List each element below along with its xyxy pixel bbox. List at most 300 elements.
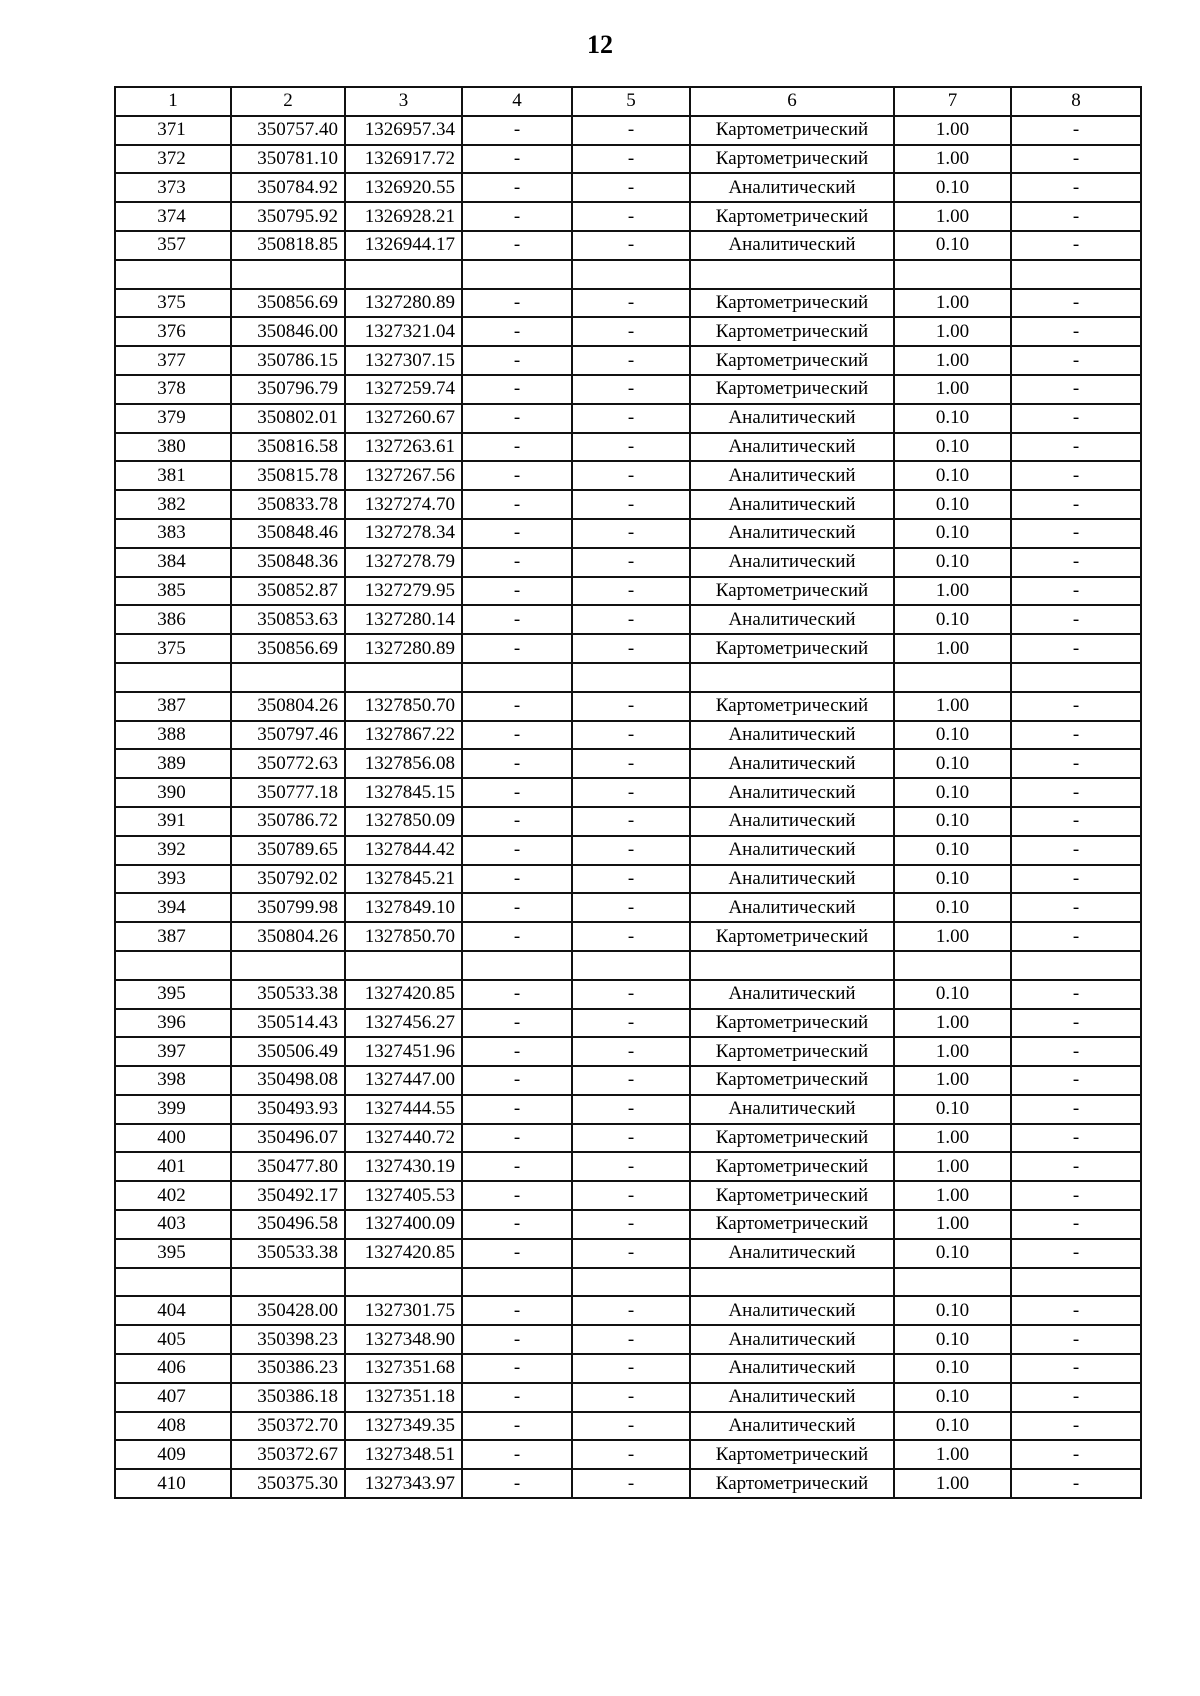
table-cell: 1327349.35 <box>345 1412 462 1441</box>
table-cell: 350506.49 <box>231 1037 345 1066</box>
table-cell: 1.00 <box>894 145 1011 174</box>
table-cell: 1327405.53 <box>345 1181 462 1210</box>
table-row <box>115 548 1141 577</box>
table-cell: Аналитический <box>690 778 894 807</box>
table-cell <box>345 951 462 980</box>
table-cell: 1327348.90 <box>345 1325 462 1354</box>
table-cell: 350833.78 <box>231 490 345 519</box>
table-row <box>115 346 1141 375</box>
table-cell: - <box>462 145 572 174</box>
table-cell: - <box>1011 317 1141 346</box>
table-cell: - <box>572 1412 690 1441</box>
table-cell: - <box>462 778 572 807</box>
table-cell: 1327278.34 <box>345 519 462 548</box>
table-cell <box>690 1268 894 1297</box>
table-cell: 0.10 <box>894 548 1011 577</box>
table-cell: - <box>462 1210 572 1239</box>
table-cell: 0.10 <box>894 173 1011 202</box>
table-cell: 375 <box>115 289 231 318</box>
table-cell <box>345 260 462 289</box>
table-cell: 350796.79 <box>231 375 345 404</box>
table-cell: - <box>572 721 690 750</box>
table-cell: 350799.98 <box>231 893 345 922</box>
table-row <box>115 404 1141 433</box>
table-cell: - <box>1011 807 1141 836</box>
table-cell: 373 <box>115 173 231 202</box>
table-cell: 1.00 <box>894 1009 1011 1038</box>
table-row <box>115 1009 1141 1038</box>
table-cell: 1.00 <box>894 922 1011 951</box>
table-row <box>115 1152 1141 1181</box>
table-cell: Картометрический <box>690 116 894 145</box>
table-row <box>115 1325 1141 1354</box>
table-cell: 350789.65 <box>231 836 345 865</box>
table-cell: 0.10 <box>894 1325 1011 1354</box>
table-cell: 408 <box>115 1412 231 1441</box>
table-cell: 350493.93 <box>231 1095 345 1124</box>
table-cell: - <box>462 346 572 375</box>
table-cell: 350848.36 <box>231 548 345 577</box>
table-cell: - <box>572 1325 690 1354</box>
table-cell: Аналитический <box>690 548 894 577</box>
table-cell: - <box>572 404 690 433</box>
table-cell: - <box>572 519 690 548</box>
table-cell: Картометрический <box>690 577 894 606</box>
table-cell: 384 <box>115 548 231 577</box>
table-cell: 1327850.70 <box>345 692 462 721</box>
table-cell: - <box>462 605 572 634</box>
table-cell: 357 <box>115 231 231 260</box>
table-cell: 1327321.04 <box>345 317 462 346</box>
table-cell: 1327400.09 <box>345 1210 462 1239</box>
table-cell <box>115 260 231 289</box>
table-cell: - <box>1011 605 1141 634</box>
table-cell: 350846.00 <box>231 317 345 346</box>
table-row <box>115 1383 1141 1412</box>
table-cell: 350853.63 <box>231 605 345 634</box>
table-cell: 350386.23 <box>231 1354 345 1383</box>
table-cell: Картометрический <box>690 1210 894 1239</box>
table-cell: Картометрический <box>690 1440 894 1469</box>
table-cell: Картометрический <box>690 202 894 231</box>
table-cell <box>572 951 690 980</box>
table-cell <box>462 951 572 980</box>
table-cell: 1327267.56 <box>345 461 462 490</box>
table-cell <box>894 1268 1011 1297</box>
table-cell: - <box>462 116 572 145</box>
table-cell: Аналитический <box>690 893 894 922</box>
table-cell: - <box>1011 202 1141 231</box>
table-cell: Картометрический <box>690 1009 894 1038</box>
table-cell: - <box>1011 634 1141 663</box>
table-cell: - <box>572 1124 690 1153</box>
table-row <box>115 433 1141 462</box>
table-cell: - <box>462 317 572 346</box>
table-row <box>115 1239 1141 1268</box>
table-cell: Аналитический <box>690 173 894 202</box>
table-row <box>115 1210 1141 1239</box>
table-cell: 350856.69 <box>231 289 345 318</box>
table-row <box>115 922 1141 951</box>
table-cell: Аналитический <box>690 1095 894 1124</box>
table-cell: 1327301.75 <box>345 1296 462 1325</box>
table-cell: - <box>572 807 690 836</box>
table-cell: 0.10 <box>894 404 1011 433</box>
table-cell: 350492.17 <box>231 1181 345 1210</box>
table-cell: 398 <box>115 1066 231 1095</box>
table-cell: - <box>462 1181 572 1210</box>
table-cell: 0.10 <box>894 1296 1011 1325</box>
table-cell: 350477.80 <box>231 1152 345 1181</box>
table-cell: - <box>1011 1325 1141 1354</box>
table-cell: 350815.78 <box>231 461 345 490</box>
table-cell: 395 <box>115 1239 231 1268</box>
table-cell: - <box>572 749 690 778</box>
table-row <box>115 721 1141 750</box>
table-cell: 0.10 <box>894 490 1011 519</box>
table-row <box>115 692 1141 721</box>
table-cell: 404 <box>115 1296 231 1325</box>
table-cell: Аналитический <box>690 461 894 490</box>
table-row <box>115 1296 1141 1325</box>
table-cell: - <box>462 692 572 721</box>
table-cell: - <box>1011 173 1141 202</box>
table-cell <box>345 1268 462 1297</box>
table-cell: 1327260.67 <box>345 404 462 433</box>
table-cell: 406 <box>115 1354 231 1383</box>
table-cell: - <box>462 1239 572 1268</box>
table-cell: - <box>572 1037 690 1066</box>
table-cell <box>115 951 231 980</box>
table-cell: - <box>572 317 690 346</box>
table-cell: 410 <box>115 1469 231 1498</box>
table-cell: 350372.67 <box>231 1440 345 1469</box>
table-cell: 1327280.14 <box>345 605 462 634</box>
table-cell: 400 <box>115 1124 231 1153</box>
table-row <box>115 577 1141 606</box>
table-cell: 350398.23 <box>231 1325 345 1354</box>
table-cell: Аналитический <box>690 749 894 778</box>
table-cell: 388 <box>115 721 231 750</box>
table-cell: - <box>462 980 572 1009</box>
table-cell: 1327850.70 <box>345 922 462 951</box>
table-row <box>115 1181 1141 1210</box>
table-cell: - <box>572 1152 690 1181</box>
table-cell: 350816.58 <box>231 433 345 462</box>
column-header-7: 7 <box>894 87 1011 116</box>
table-header <box>115 87 1141 116</box>
table-cell: 350781.10 <box>231 145 345 174</box>
table-cell: - <box>1011 1066 1141 1095</box>
table-cell: - <box>462 865 572 894</box>
table-cell: - <box>572 1210 690 1239</box>
table-cell: 1327351.18 <box>345 1383 462 1412</box>
header-row <box>115 87 1141 116</box>
table-cell: - <box>1011 1412 1141 1441</box>
table-cell: - <box>1011 836 1141 865</box>
table-cell: 1327307.15 <box>345 346 462 375</box>
table-cell: - <box>462 173 572 202</box>
table-cell: Аналитический <box>690 433 894 462</box>
table-cell: 1.00 <box>894 1181 1011 1210</box>
table-cell: 0.10 <box>894 1383 1011 1412</box>
table-cell: Аналитический <box>690 490 894 519</box>
table-cell: Картометрический <box>690 1152 894 1181</box>
table-cell <box>690 260 894 289</box>
table-cell: 1327279.95 <box>345 577 462 606</box>
table-cell <box>231 1268 345 1297</box>
column-header-2: 2 <box>231 87 345 116</box>
table-row <box>115 1124 1141 1153</box>
table-cell: Аналитический <box>690 1354 894 1383</box>
table-row <box>115 116 1141 145</box>
table-cell: 387 <box>115 692 231 721</box>
table-cell: 1327280.89 <box>345 289 462 318</box>
table-cell: - <box>462 1037 572 1066</box>
table-cell: 1327856.08 <box>345 749 462 778</box>
table-cell: 1327850.09 <box>345 807 462 836</box>
table-cell: 1.00 <box>894 1440 1011 1469</box>
table-cell: - <box>1011 375 1141 404</box>
table-row <box>115 231 1141 260</box>
table-cell: - <box>1011 116 1141 145</box>
table-cell: 350786.72 <box>231 807 345 836</box>
table-cell: 1327430.19 <box>345 1152 462 1181</box>
table-cell: - <box>1011 1239 1141 1268</box>
table-cell <box>345 663 462 692</box>
table-cell: Аналитический <box>690 1383 894 1412</box>
table-cell: - <box>1011 461 1141 490</box>
table-row <box>115 1469 1141 1498</box>
table-cell: - <box>572 375 690 404</box>
table-cell: - <box>572 836 690 865</box>
table-cell: - <box>572 490 690 519</box>
table-cell: 350372.70 <box>231 1412 345 1441</box>
table-cell: - <box>462 807 572 836</box>
table-cell: - <box>572 865 690 894</box>
table-cell: 0.10 <box>894 461 1011 490</box>
table-cell: 1.00 <box>894 634 1011 663</box>
table-cell: 1327274.70 <box>345 490 462 519</box>
table-cell: 389 <box>115 749 231 778</box>
table-cell: - <box>1011 1037 1141 1066</box>
table-cell <box>1011 951 1141 980</box>
table-cell: 350804.26 <box>231 692 345 721</box>
table-cell: Аналитический <box>690 807 894 836</box>
table-row <box>115 893 1141 922</box>
table-row <box>115 749 1141 778</box>
table-cell: 387 <box>115 922 231 951</box>
table-cell: - <box>1011 1354 1141 1383</box>
coordinates-table <box>114 86 1142 1499</box>
table-cell: 350802.01 <box>231 404 345 433</box>
table-cell: Аналитический <box>690 865 894 894</box>
table-cell: - <box>462 1412 572 1441</box>
table-cell: 1327280.89 <box>345 634 462 663</box>
table-cell: - <box>1011 1469 1141 1498</box>
table-cell: Картометрический <box>690 1469 894 1498</box>
table-cell: - <box>572 116 690 145</box>
table-cell: 0.10 <box>894 231 1011 260</box>
table-cell <box>572 663 690 692</box>
table-cell: - <box>1011 433 1141 462</box>
table-cell: Аналитический <box>690 404 894 433</box>
table-cell: 403 <box>115 1210 231 1239</box>
table-cell: 1327420.85 <box>345 980 462 1009</box>
table-row <box>115 1095 1141 1124</box>
table-cell: 0.10 <box>894 721 1011 750</box>
table-cell: 350496.58 <box>231 1210 345 1239</box>
table-cell: Картометрический <box>690 1124 894 1153</box>
table-cell: Картометрический <box>690 375 894 404</box>
table-cell: - <box>462 461 572 490</box>
table-cell: - <box>462 577 572 606</box>
table-cell <box>115 1268 231 1297</box>
table-cell: - <box>572 692 690 721</box>
table-cell: 350777.18 <box>231 778 345 807</box>
table-cell: - <box>1011 1383 1141 1412</box>
table-cell: - <box>462 1354 572 1383</box>
table-cell: - <box>572 1469 690 1498</box>
table-cell <box>231 951 345 980</box>
table-cell <box>462 260 572 289</box>
table-cell: Аналитический <box>690 980 894 1009</box>
table-cell: 350804.26 <box>231 922 345 951</box>
table-cell: 1.00 <box>894 375 1011 404</box>
table-cell: - <box>462 1296 572 1325</box>
table-cell: - <box>572 634 690 663</box>
table-cell <box>1011 1268 1141 1297</box>
column-header-5: 5 <box>572 87 690 116</box>
table-cell: 386 <box>115 605 231 634</box>
table-cell: - <box>572 893 690 922</box>
table-row <box>115 980 1141 1009</box>
table-row <box>115 173 1141 202</box>
table-cell: 1326920.55 <box>345 173 462 202</box>
table-cell: 1.00 <box>894 346 1011 375</box>
table-cell: - <box>572 145 690 174</box>
table-cell: 1327447.00 <box>345 1066 462 1095</box>
table-cell: 391 <box>115 807 231 836</box>
table-cell: - <box>462 1383 572 1412</box>
table-cell: - <box>1011 519 1141 548</box>
table-cell: - <box>462 1066 572 1095</box>
table-cell <box>572 1268 690 1297</box>
table-cell: 0.10 <box>894 807 1011 836</box>
column-header-6: 6 <box>690 87 894 116</box>
table-cell: Аналитический <box>690 1412 894 1441</box>
table-cell: 397 <box>115 1037 231 1066</box>
page-number: 12 <box>587 30 613 59</box>
table-cell: Картометрический <box>690 634 894 663</box>
table-cell: 382 <box>115 490 231 519</box>
table-cell: - <box>1011 231 1141 260</box>
table-cell: 394 <box>115 893 231 922</box>
table-cell: - <box>572 1009 690 1038</box>
table-cell: 350797.46 <box>231 721 345 750</box>
table-cell: 371 <box>115 116 231 145</box>
table-cell: - <box>1011 1124 1141 1153</box>
table-cell: 350375.30 <box>231 1469 345 1498</box>
table-cell <box>1011 663 1141 692</box>
table-cell: Аналитический <box>690 721 894 750</box>
table-cell: Аналитический <box>690 1296 894 1325</box>
table-cell: 399 <box>115 1095 231 1124</box>
table-cell: 1326917.72 <box>345 145 462 174</box>
table-cell: - <box>1011 865 1141 894</box>
table-row <box>115 461 1141 490</box>
table-cell: Аналитический <box>690 836 894 865</box>
table-row <box>115 807 1141 836</box>
table-cell: - <box>1011 577 1141 606</box>
table-cell: 1327420.85 <box>345 1239 462 1268</box>
table-cell: 0.10 <box>894 1095 1011 1124</box>
table-cell: 1327845.21 <box>345 865 462 894</box>
table-cell <box>231 260 345 289</box>
table-cell: 1.00 <box>894 289 1011 318</box>
table-cell: 0.10 <box>894 605 1011 634</box>
table-cell: 0.10 <box>894 980 1011 1009</box>
table-cell: 350786.15 <box>231 346 345 375</box>
table-cell <box>690 663 894 692</box>
table-cell: 1.00 <box>894 116 1011 145</box>
table-cell: - <box>462 1152 572 1181</box>
table-cell: - <box>572 1066 690 1095</box>
table-row <box>115 1037 1141 1066</box>
table-cell: 0.10 <box>894 433 1011 462</box>
table-cell: 1327849.10 <box>345 893 462 922</box>
table-cell: - <box>462 1124 572 1153</box>
table-cell: 1327451.96 <box>345 1037 462 1066</box>
column-header-8: 8 <box>1011 87 1141 116</box>
table-row <box>115 1354 1141 1383</box>
table-cell: 380 <box>115 433 231 462</box>
table-cell: 0.10 <box>894 865 1011 894</box>
table-cell: - <box>462 1095 572 1124</box>
table-cell: 350514.43 <box>231 1009 345 1038</box>
table-cell: - <box>1011 1440 1141 1469</box>
table-cell: - <box>572 1383 690 1412</box>
table-cell: - <box>572 461 690 490</box>
table-cell: - <box>462 836 572 865</box>
table-cell: - <box>462 548 572 577</box>
table-cell: 409 <box>115 1440 231 1469</box>
table-cell: 1.00 <box>894 692 1011 721</box>
table-cell: 1327456.27 <box>345 1009 462 1038</box>
table-cell: Картометрический <box>690 145 894 174</box>
table-cell: Аналитический <box>690 231 894 260</box>
table-cell: 350386.18 <box>231 1383 345 1412</box>
table-cell: 0.10 <box>894 1239 1011 1268</box>
table-cell: 350533.38 <box>231 1239 345 1268</box>
table-cell: - <box>1011 548 1141 577</box>
table-row <box>115 1412 1141 1441</box>
table-cell: 383 <box>115 519 231 548</box>
table-row <box>115 836 1141 865</box>
table-cell: - <box>1011 980 1141 1009</box>
table-cell: 350848.46 <box>231 519 345 548</box>
table-cell: - <box>462 749 572 778</box>
table-cell: 350772.63 <box>231 749 345 778</box>
table-row <box>115 663 1141 692</box>
table-cell: - <box>1011 778 1141 807</box>
table-row <box>115 317 1141 346</box>
table-cell: 350498.08 <box>231 1066 345 1095</box>
table-cell: 1327440.72 <box>345 1124 462 1153</box>
table-cell: Аналитический <box>690 605 894 634</box>
table-cell: 390 <box>115 778 231 807</box>
table-cell: - <box>1011 1152 1141 1181</box>
